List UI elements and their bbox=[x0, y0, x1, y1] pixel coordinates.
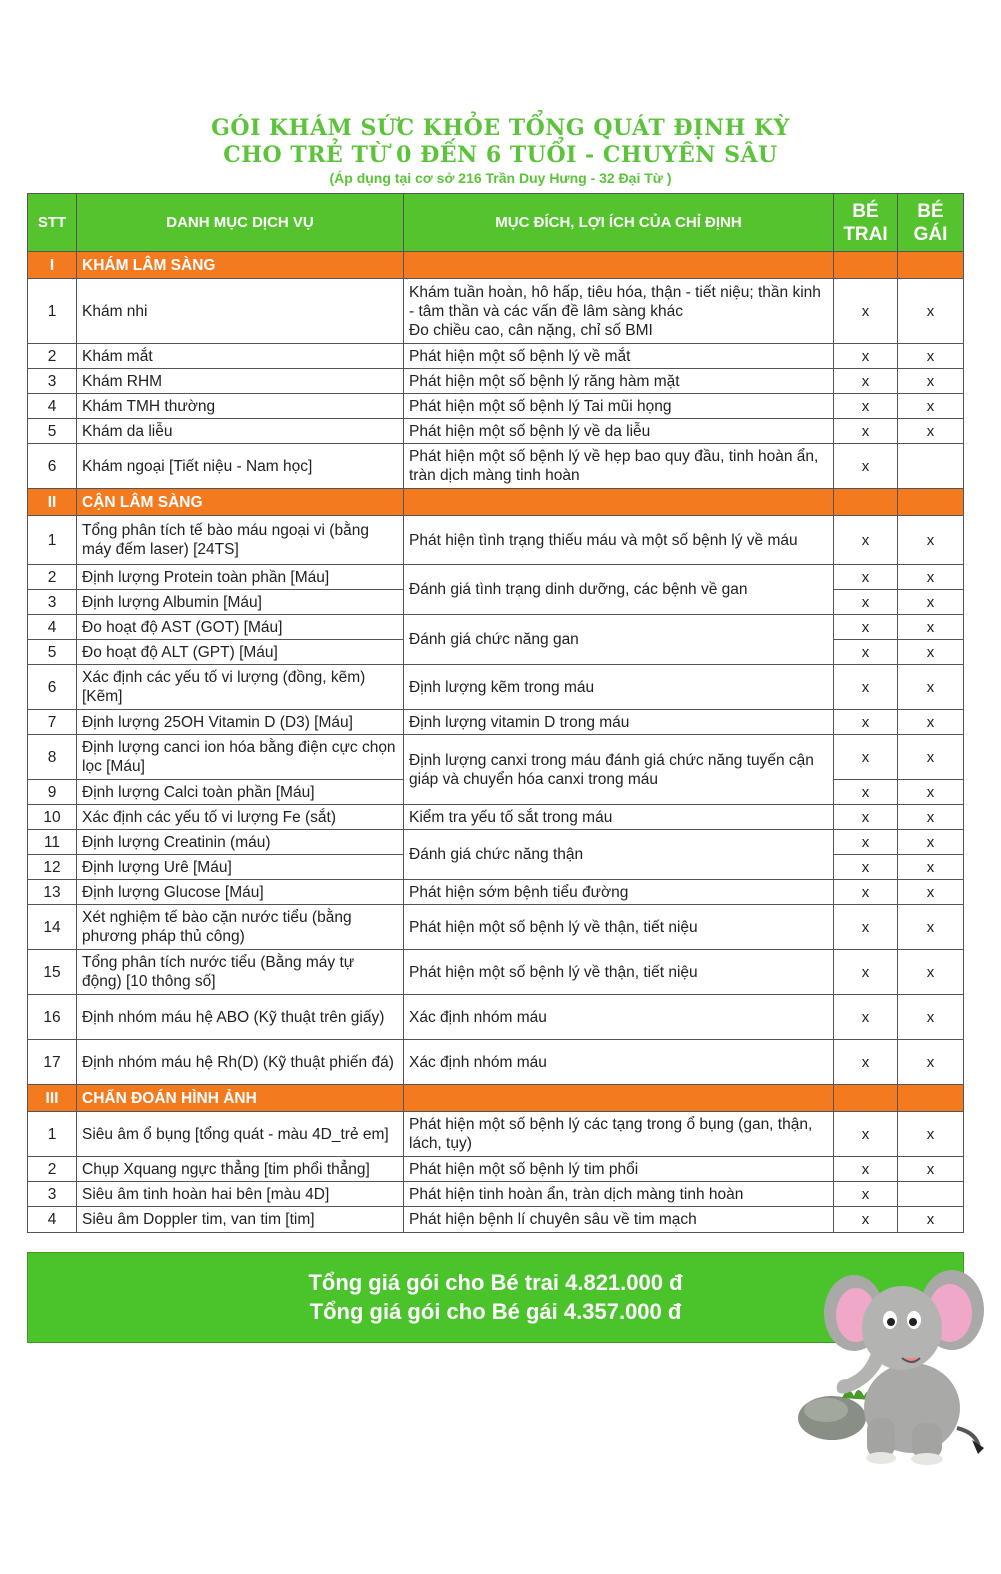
row-number: 7 bbox=[28, 710, 77, 735]
row-boy-check: x bbox=[834, 880, 898, 905]
row-boy-check: x bbox=[834, 344, 898, 369]
table-body bbox=[28, 252, 964, 1233]
row-girl-check: x bbox=[898, 710, 964, 735]
table-row bbox=[28, 665, 964, 710]
row-number: 3 bbox=[28, 590, 77, 615]
row-number: 17 bbox=[28, 1040, 77, 1085]
row-service: Khám nhi bbox=[77, 279, 404, 344]
table-row bbox=[28, 615, 964, 640]
row-service: Định lượng Calci toàn phần [Máu] bbox=[77, 780, 404, 805]
row-boy-check: x bbox=[834, 855, 898, 880]
row-purpose: Khám tuần hoàn, hô hấp, tiêu hóa, thận - tiết niệu; thần kinh - tâm thần và các vấn đề lâm sàng khác Đo chiều cao, cân nặng, chỉ số BMI bbox=[404, 279, 834, 344]
row-number: 1 bbox=[28, 279, 77, 344]
section-name: CHẨN ĐOÁN HÌNH ẢNH bbox=[77, 1085, 404, 1112]
row-service: Đo hoạt độ AST (GOT) [Máu] bbox=[77, 615, 404, 640]
row-boy-check: x bbox=[834, 1207, 898, 1233]
row-girl-check: x bbox=[898, 640, 964, 665]
row-service: Siêu âm ổ bụng [tổng quát - màu 4D_trẻ em] bbox=[77, 1112, 404, 1157]
row-service: Khám RHM bbox=[77, 369, 404, 394]
row-girl-check: x bbox=[898, 1207, 964, 1233]
row-number: 3 bbox=[28, 369, 77, 394]
row-boy-check: x bbox=[834, 780, 898, 805]
row-service: Khám ngoại [Tiết niệu - Nam học] bbox=[77, 444, 404, 489]
row-number: 6 bbox=[28, 444, 77, 489]
header-purpose: MỤC ĐÍCH, LỢI ÍCH CỦA CHỈ ĐỊNH bbox=[404, 194, 834, 252]
row-number: 6 bbox=[28, 665, 77, 710]
table-row bbox=[28, 1040, 964, 1085]
section-roman: III bbox=[28, 1085, 77, 1112]
row-boy-check: x bbox=[834, 1157, 898, 1182]
row-girl-check: x bbox=[898, 805, 964, 830]
header-service: DANH MỤC DỊCH VỤ bbox=[77, 194, 404, 252]
table-row bbox=[28, 830, 964, 855]
boy-total-price: Tổng giá gói cho Bé trai 4.821.000 đ bbox=[308, 1270, 683, 1295]
row-purpose: Phát hiện một số bệnh lý về mắt bbox=[404, 344, 834, 369]
section-row bbox=[28, 489, 964, 516]
row-girl-check: x bbox=[898, 565, 964, 590]
row-purpose: Phát hiện một số bệnh lý về thận, tiết niệu bbox=[404, 905, 834, 950]
table-row bbox=[28, 344, 964, 369]
row-boy-check: x bbox=[834, 735, 898, 780]
row-number: 5 bbox=[28, 419, 77, 444]
row-number: 2 bbox=[28, 344, 77, 369]
section-empty bbox=[834, 1085, 898, 1112]
row-purpose: Phát hiện tinh hoàn ẩn, tràn dịch màng tinh hoàn bbox=[404, 1182, 834, 1207]
row-girl-check: x bbox=[898, 419, 964, 444]
row-boy-check: x bbox=[834, 615, 898, 640]
row-service: Siêu âm Doppler tim, van tim [tim] bbox=[77, 1207, 404, 1233]
row-service: Xét nghiệm tế bào cặn nước tiểu (bằng phương pháp thủ công) bbox=[77, 905, 404, 950]
row-boy-check: x bbox=[834, 419, 898, 444]
row-boy-check: x bbox=[834, 369, 898, 394]
row-service: Định lượng 25OH Vitamin D (D3) [Máu] bbox=[77, 710, 404, 735]
row-boy-check: x bbox=[834, 590, 898, 615]
row-number: 9 bbox=[28, 780, 77, 805]
row-service: Định nhóm máu hệ ABO (Kỹ thuật trên giấy) bbox=[77, 995, 404, 1040]
row-number: 2 bbox=[28, 565, 77, 590]
row-service: Định lượng Creatinin (máu) bbox=[77, 830, 404, 855]
row-number: 16 bbox=[28, 995, 77, 1040]
row-purpose: Đánh giá chức năng thận bbox=[404, 830, 834, 880]
row-girl-check: x bbox=[898, 279, 964, 344]
table-row bbox=[28, 710, 964, 735]
row-purpose: Xác định nhóm máu bbox=[404, 995, 834, 1040]
row-number: 1 bbox=[28, 1112, 77, 1157]
row-boy-check: x bbox=[834, 905, 898, 950]
row-purpose: Định lượng vitamin D trong máu bbox=[404, 710, 834, 735]
row-boy-check: x bbox=[834, 950, 898, 995]
row-girl-check bbox=[898, 444, 964, 489]
table-row bbox=[28, 995, 964, 1040]
row-boy-check: x bbox=[834, 665, 898, 710]
row-purpose: Phát hiện một số bệnh lý tim phổi bbox=[404, 1157, 834, 1182]
section-row bbox=[28, 252, 964, 279]
row-number: 13 bbox=[28, 880, 77, 905]
row-purpose: Phát hiện một số bệnh lý Tai mũi họng bbox=[404, 394, 834, 419]
subtitle: (Áp dụng tại cơ sở 216 Trần Duy Hưng - 32 Đại Từ ) bbox=[329, 170, 672, 186]
table-row bbox=[28, 735, 964, 780]
row-service: Định nhóm máu hệ Rh(D) (Kỹ thuật phiến đá) bbox=[77, 1040, 404, 1085]
section-row bbox=[28, 1085, 964, 1112]
row-purpose: Định lượng kẽm trong máu bbox=[404, 665, 834, 710]
row-number: 12 bbox=[28, 855, 77, 880]
section-empty bbox=[404, 252, 834, 279]
row-girl-check: x bbox=[898, 615, 964, 640]
services-table bbox=[27, 193, 964, 1233]
row-service: Khám TMH thường bbox=[77, 394, 404, 419]
section-empty bbox=[404, 489, 834, 516]
row-service: Siêu âm tinh hoàn hai bên [màu 4D] bbox=[77, 1182, 404, 1207]
row-boy-check: x bbox=[834, 1112, 898, 1157]
row-number: 8 bbox=[28, 735, 77, 780]
table-row bbox=[28, 1157, 964, 1182]
table-row bbox=[28, 419, 964, 444]
row-service: Khám da liễu bbox=[77, 419, 404, 444]
row-service: Định lượng Glucose [Máu] bbox=[77, 880, 404, 905]
table-row bbox=[28, 880, 964, 905]
table-row bbox=[28, 516, 964, 565]
row-purpose: Định lượng canxi trong máu đánh giá chức năng tuyến cận giáp và chuyển hóa canxi trong máu bbox=[404, 735, 834, 805]
row-purpose: Xác định nhóm máu bbox=[404, 1040, 834, 1085]
row-girl-check: x bbox=[898, 516, 964, 565]
row-girl-check: x bbox=[898, 369, 964, 394]
row-number: 5 bbox=[28, 640, 77, 665]
row-girl-check: x bbox=[898, 880, 964, 905]
row-girl-check: x bbox=[898, 665, 964, 710]
table-row bbox=[28, 565, 964, 590]
table-row bbox=[28, 1182, 964, 1207]
row-number: 4 bbox=[28, 615, 77, 640]
section-roman: I bbox=[28, 252, 77, 279]
section-empty bbox=[834, 489, 898, 516]
row-boy-check: x bbox=[834, 805, 898, 830]
table-row bbox=[28, 950, 964, 995]
section-roman: II bbox=[28, 489, 77, 516]
header-stt: STT bbox=[28, 194, 77, 252]
header-girl: BÉ GÁI bbox=[898, 194, 964, 252]
row-service: Khám mắt bbox=[77, 344, 404, 369]
row-boy-check: x bbox=[834, 710, 898, 735]
section-empty bbox=[898, 1085, 964, 1112]
row-service: Định lượng Protein toàn phần [Máu] bbox=[77, 565, 404, 590]
row-purpose: Phát hiện một số bệnh lý về thận, tiết niệu bbox=[404, 950, 834, 995]
table-row bbox=[28, 369, 964, 394]
row-girl-check: x bbox=[898, 780, 964, 805]
table-row bbox=[28, 805, 964, 830]
row-girl-check: x bbox=[898, 905, 964, 950]
row-number: 14 bbox=[28, 905, 77, 950]
row-boy-check: x bbox=[834, 1182, 898, 1207]
row-boy-check: x bbox=[834, 279, 898, 344]
row-girl-check: x bbox=[898, 1112, 964, 1157]
row-girl-check: x bbox=[898, 735, 964, 780]
header-boy: BÉ TRAI bbox=[834, 194, 898, 252]
elephant-mascot-icon bbox=[792, 1258, 992, 1468]
section-name: CẬN LÂM SÀNG bbox=[77, 489, 404, 516]
row-service: Chụp Xquang ngực thẳng [tim phổi thẳng] bbox=[77, 1157, 404, 1182]
row-purpose: Phát hiện một số bệnh lý răng hàm mặt bbox=[404, 369, 834, 394]
title-line-1: GÓI KHÁM SỨC KHỎE TỔNG QUÁT ĐỊNH KỲ bbox=[211, 115, 790, 141]
row-number: 4 bbox=[28, 394, 77, 419]
row-girl-check: x bbox=[898, 950, 964, 995]
row-purpose: Phát hiện bệnh lí chuyên sâu về tim mạch bbox=[404, 1207, 834, 1233]
row-number: 2 bbox=[28, 1157, 77, 1182]
row-service: Xác định các yếu tố vi lượng Fe (sắt) bbox=[77, 805, 404, 830]
row-boy-check: x bbox=[834, 1040, 898, 1085]
row-boy-check: x bbox=[834, 640, 898, 665]
row-number: 10 bbox=[28, 805, 77, 830]
table-row bbox=[28, 279, 964, 344]
table-row bbox=[28, 394, 964, 419]
section-empty bbox=[404, 1085, 834, 1112]
row-number: 15 bbox=[28, 950, 77, 995]
row-girl-check: x bbox=[898, 394, 964, 419]
row-service: Xác định các yếu tố vi lượng (đồng, kẽm) [Kẽm] bbox=[77, 665, 404, 710]
row-purpose: Phát hiện sớm bệnh tiểu đường bbox=[404, 880, 834, 905]
table-row bbox=[28, 1207, 964, 1233]
row-girl-check: x bbox=[898, 344, 964, 369]
row-purpose: Phát hiện một số bệnh lý về da liễu bbox=[404, 419, 834, 444]
row-boy-check: x bbox=[834, 995, 898, 1040]
row-purpose: Đánh giá chức năng gan bbox=[404, 615, 834, 665]
section-empty bbox=[834, 252, 898, 279]
row-girl-check: x bbox=[898, 855, 964, 880]
row-boy-check: x bbox=[834, 444, 898, 489]
row-girl-check: x bbox=[898, 830, 964, 855]
section-empty bbox=[898, 252, 964, 279]
row-service: Định lượng Albumin [Máu] bbox=[77, 590, 404, 615]
row-purpose: Phát hiện một số bệnh lý các tạng trong ổ bụng (gan, thận, lách, tụy) bbox=[404, 1112, 834, 1157]
row-girl-check: x bbox=[898, 1040, 964, 1085]
row-service: Định lượng Urê [Máu] bbox=[77, 855, 404, 880]
row-girl-check: x bbox=[898, 1157, 964, 1182]
row-service: Tổng phân tích tế bào máu ngoại vi (bằng máy đếm laser) [24TS] bbox=[77, 516, 404, 565]
row-girl-check: x bbox=[898, 590, 964, 615]
row-number: 4 bbox=[28, 1207, 77, 1233]
header-row bbox=[28, 194, 964, 252]
row-purpose: Kiểm tra yếu tố sắt trong máu bbox=[404, 805, 834, 830]
row-purpose: Phát hiện một số bệnh lý về hẹp bao quy đầu, tinh hoàn ẩn, tràn dịch màng tinh hoàn bbox=[404, 444, 834, 489]
row-purpose: Đánh giá tình trạng dinh dưỡng, các bệnh về gan bbox=[404, 565, 834, 615]
title-line-2: CHO TRẺ TỪ 0 ĐẾN 6 TUỔI - CHUYÊN SÂU bbox=[223, 142, 778, 168]
row-number: 11 bbox=[28, 830, 77, 855]
section-empty bbox=[898, 489, 964, 516]
table-row bbox=[28, 905, 964, 950]
row-girl-check bbox=[898, 1182, 964, 1207]
row-number: 1 bbox=[28, 516, 77, 565]
row-boy-check: x bbox=[834, 516, 898, 565]
girl-total-price: Tổng giá gói cho Bé gái 4.357.000 đ bbox=[309, 1299, 682, 1324]
row-service: Tổng phân tích nước tiểu (Bằng máy tự động) [10 thông số] bbox=[77, 950, 404, 995]
row-purpose: Phát hiện tình trạng thiếu máu và một số bệnh lý về máu bbox=[404, 516, 834, 565]
row-service: Định lượng canci ion hóa bằng điện cực chọn lọc [Máu] bbox=[77, 735, 404, 780]
row-boy-check: x bbox=[834, 394, 898, 419]
row-number: 3 bbox=[28, 1182, 77, 1207]
row-girl-check: x bbox=[898, 995, 964, 1040]
row-service: Đo hoạt độ ALT (GPT) [Máu] bbox=[77, 640, 404, 665]
table-row bbox=[28, 1112, 964, 1157]
row-boy-check: x bbox=[834, 830, 898, 855]
section-name: KHÁM LÂM SÀNG bbox=[77, 252, 404, 279]
table-row bbox=[28, 444, 964, 489]
row-boy-check: x bbox=[834, 565, 898, 590]
